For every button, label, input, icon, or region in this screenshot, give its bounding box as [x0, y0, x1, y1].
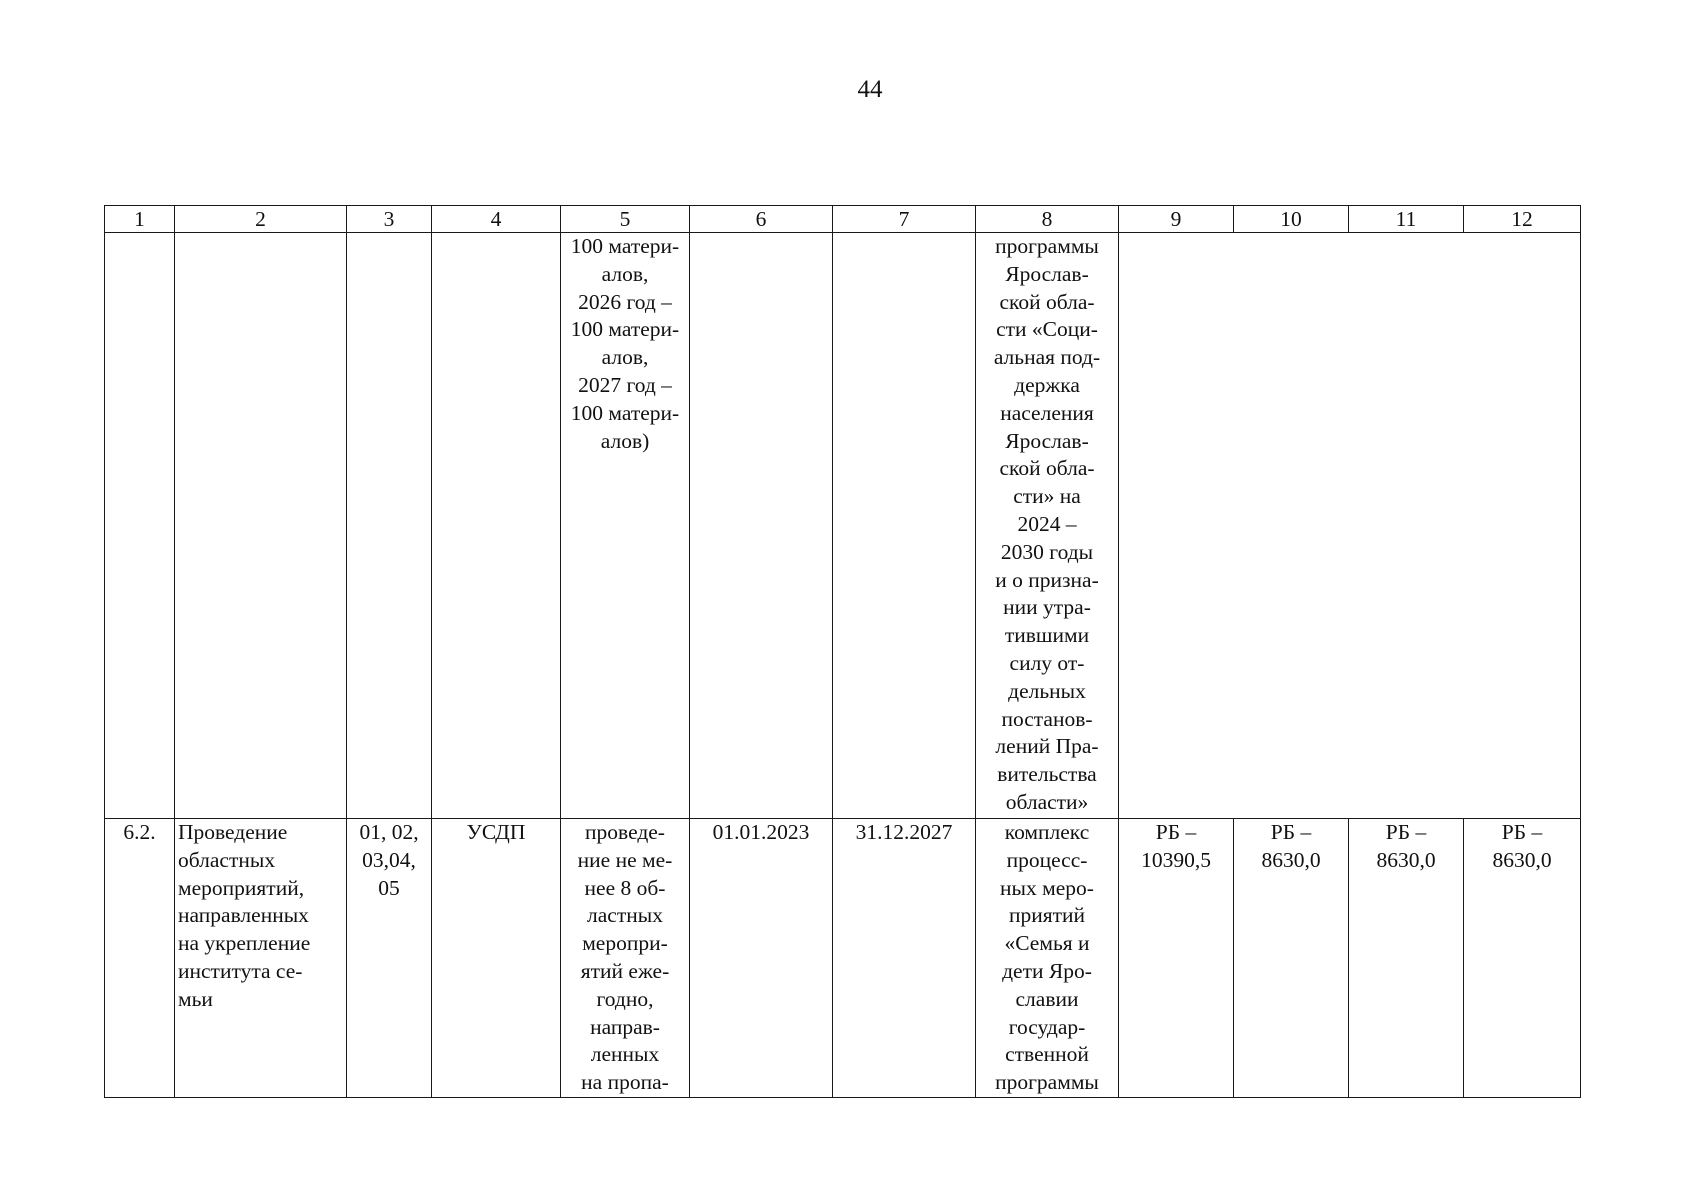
cell-empty — [833, 233, 976, 819]
cell-funding-11: РБ – 8630,0 — [1349, 819, 1464, 1098]
cell-codes: 01, 02, 03,04, 05 — [347, 819, 432, 1098]
header-cell-7: 7 — [833, 206, 976, 233]
header-cell-9: 9 — [1119, 206, 1234, 233]
cell-program: комплекс процесс- ных меро- приятий «Семья и дети Яро- славии государ- ственной программы — [976, 819, 1119, 1098]
cell-start-date: 01.01.2023 — [690, 819, 833, 1098]
data-table — [104, 205, 1581, 1098]
header-cell-11: 11 — [1349, 206, 1464, 233]
cell-funding-10: РБ – 8630,0 — [1234, 819, 1349, 1098]
cell-event-name: Проведение областных мероприятий, направленных на укрепление института се- мьи — [175, 819, 347, 1098]
table-row-continued — [105, 233, 1581, 819]
cell-result-continued: 100 матери- алов, 2026 год – 100 матери- алов, 2027 год – 100 матери- алов) — [561, 233, 690, 819]
cell-empty — [432, 233, 561, 819]
header-cell-2: 2 — [175, 206, 347, 233]
cell-funding-12: РБ – 8630,0 — [1464, 819, 1581, 1098]
cell-empty-merged — [1119, 233, 1581, 819]
header-cell-10: 10 — [1234, 206, 1349, 233]
header-cell-5: 5 — [561, 206, 690, 233]
header-cell-8: 8 — [976, 206, 1119, 233]
header-row — [105, 206, 1581, 233]
cell-result: проведе- ние не ме- нее 8 об- ластных меропри- ятий еже- годно, направ- ленных на пропа- — [561, 819, 690, 1098]
header-cell-4: 4 — [432, 206, 561, 233]
header-cell-3: 3 — [347, 206, 432, 233]
cell-end-date: 31.12.2027 — [833, 819, 976, 1098]
header-cell-12: 12 — [1464, 206, 1581, 233]
cell-empty — [347, 233, 432, 819]
header-cell-1: 1 — [105, 206, 175, 233]
header-cell-6: 6 — [690, 206, 833, 233]
cell-number: 6.2. — [105, 819, 175, 1098]
cell-empty — [175, 233, 347, 819]
cell-empty — [690, 233, 833, 819]
cell-executor: УСДП — [432, 819, 561, 1098]
cell-funding-9: РБ – 10390,5 — [1119, 819, 1234, 1098]
page-number: 44 — [857, 76, 883, 103]
cell-program-continued: программы Ярослав- ской обла- сти «Соци- альная под- держка населения Ярослав- ской обла- сти» на 2024 – 2030 годы и о призна- нии утра- тившими силу от- дельных постанов- лений Пра- вительства области» — [976, 233, 1119, 819]
cell-empty — [105, 233, 175, 819]
table-row-6-2 — [105, 819, 1581, 1098]
